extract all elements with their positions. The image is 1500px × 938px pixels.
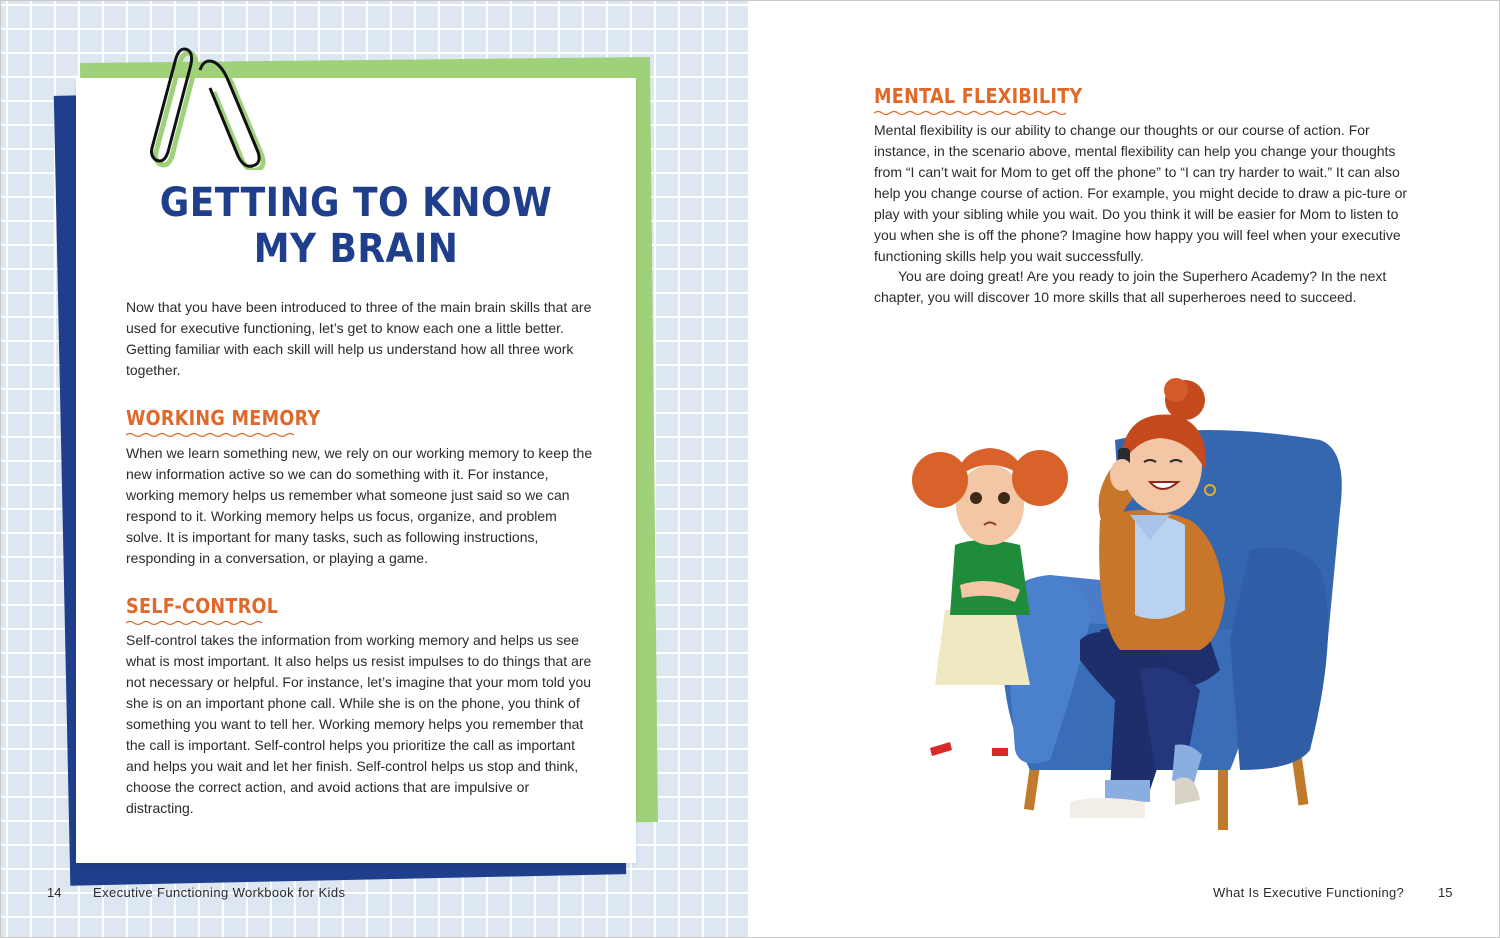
title-line-1: GETTING TO KNOW <box>159 180 553 226</box>
title-line-2: MY BRAIN <box>253 226 459 272</box>
squiggle-underline <box>874 110 1069 116</box>
mental-flexibility-heading: MENTAL FLEXIBILITY <box>874 84 1083 108</box>
mental-flexibility-heading-block <box>874 84 1414 116</box>
squiggle-underline <box>126 620 266 626</box>
mom-on-phone-illustration <box>900 370 1360 840</box>
self-control-heading: SELF-CONTROL <box>126 594 279 618</box>
working-memory-heading: WORKING MEMORY <box>126 406 321 430</box>
self-control-paragraph: Self-control takes the information from working memory and helps us see what is most important. It also helps us resist impulses to do things that are not necessary or helpful. For instance, let’s imagine that your mom told you she is on an important phone call. While she is on the phone, you think of something you want to tell her. Working memory helps you remember that the call is important. Self-control helps you prioritize the call as important and helps you wait and let her finish. Self-control helps us stop and think, choose the correct action, and avoid actions that are impulsive or distracting. <box>126 632 592 816</box>
mental-flexibility-paragraph: Mental flexibility is our ability to change our thoughts or our course of action. For instance, in the scenario above, mental flexibility can help you change your thoughts from “I can’t wait for Mom to get off the phone” to “I can try harder to wait.” It can also help you change course of action. For example, you might decide to draw a pic-ture or play with your sibling while you wait. Do you think it will be easier for Mom to listen to you when she is off the phone? Imagine how happy you will feel when your executive functioning skills help you wait successfully. <box>874 122 1408 264</box>
page-number-left: 14 <box>47 885 62 900</box>
page-title <box>76 180 636 272</box>
page-number-right: 15 <box>1438 885 1453 900</box>
working-memory-heading-block <box>126 406 596 438</box>
squiggle-underline <box>126 432 296 438</box>
running-title-left: Executive Functioning Workbook for Kids <box>93 885 346 900</box>
paperclip-icon <box>130 40 270 170</box>
intro-paragraph: Now that you have been introduced to three of the main brain skills that are used for executive functioning, let’s get to know each one a little better. Getting familiar with each skill will help us understand how all three work together. <box>126 299 592 378</box>
self-control-heading-block <box>126 594 596 626</box>
running-title-right: What Is Executive Functioning? <box>1213 885 1405 900</box>
working-memory-paragraph: When we learn something new, we rely on our working memory to keep the new information active so we can do something with it. For instance, working memory helps us remember what someone just said so we can respond to it. Working memory helps us focus, organize, and problem solve. It is important for many tasks, such as following instructions, responding in a conversation, or playing a game. <box>126 445 593 566</box>
closing-paragraph: You are doing great! Are you ready to join the Superhero Academy? In the next chapter, you will discover 10 more skills that all superheroes need to succeed. <box>874 268 1387 305</box>
